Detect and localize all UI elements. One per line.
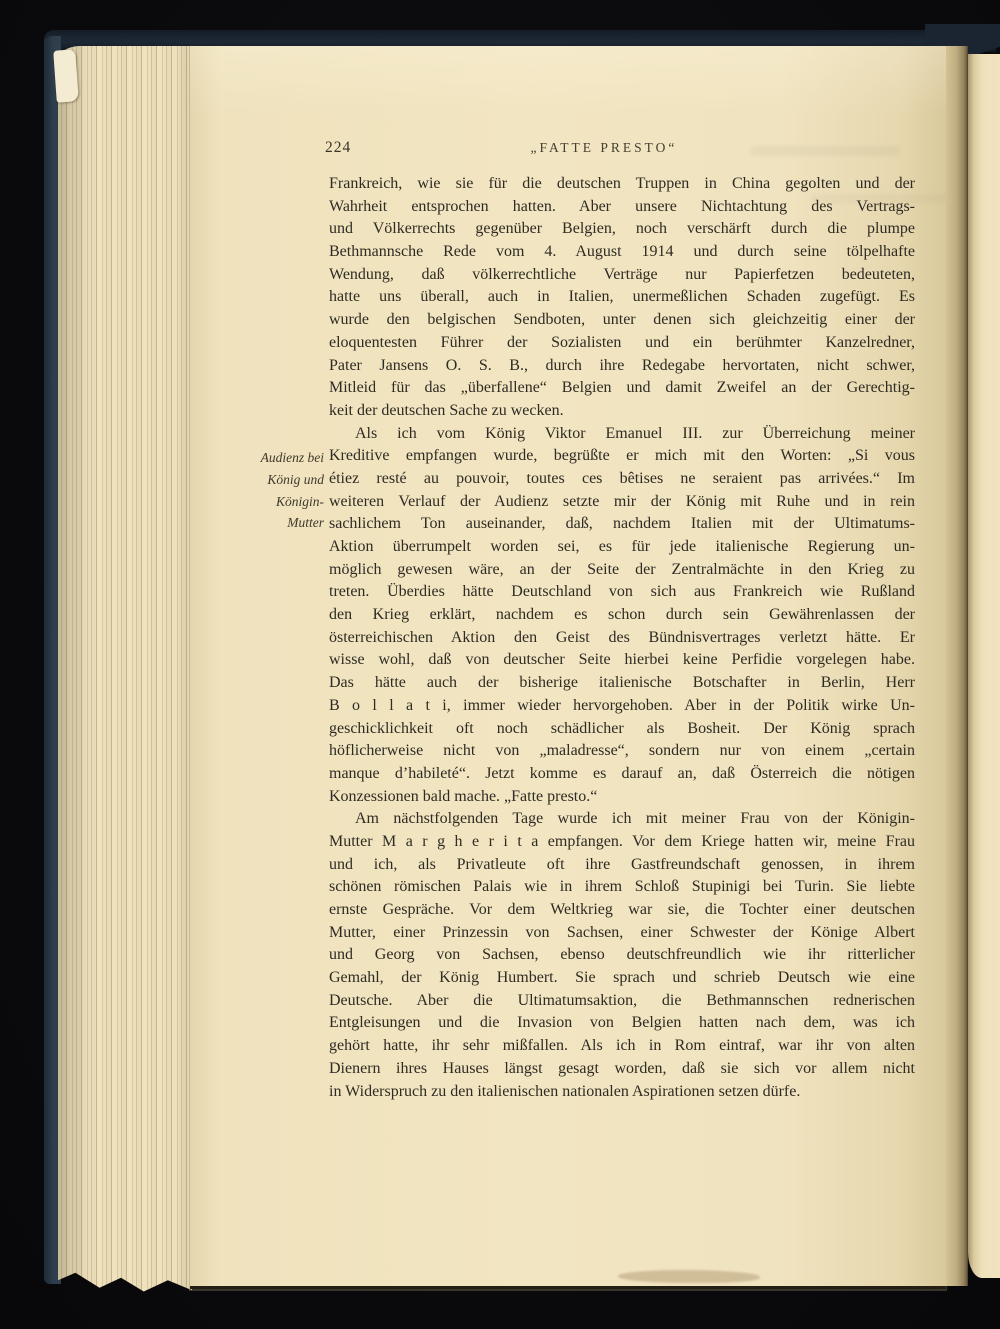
- text-line: Entgleisungen und die Invasion von Belgien hatten nach dem, was ich: [329, 1014, 915, 1032]
- text-line: hatte uns überall, auch in Italien, unermeßlichen Schaden zugefügt. Es: [329, 288, 915, 306]
- book-page: [190, 46, 946, 1289]
- text-line: Das hätte auch der bisherige italienische Botschafter in Berlin, Herr: [329, 674, 915, 692]
- margin-note-line: Audienz bei: [260, 450, 324, 465]
- text-line: ernste Gespräche. Vor dem Weltkrieg war sie, die Tochter einer deutschen: [329, 901, 915, 918]
- text-line: Mutter, einer Prinzessin von Sachsen, einer Schwester der Könige Albert: [329, 923, 915, 941]
- text-line: Frankreich, wie sie für die deutschen Truppen in China gegolten und der: [329, 175, 915, 192]
- text-line: geschicklichkeit oft noch schädlicher als Bosheit. Der König sprach: [329, 719, 915, 737]
- text-line: österreichischen Aktion den Geist des Bündnisvertrages verletzt hätte. Er: [329, 628, 915, 646]
- page-stack-edges: [58, 46, 192, 1294]
- page-number: 224: [325, 139, 352, 156]
- text-line: sachlichem Ton auseinander, daß, nachdem Italien mit der Ultimatums-: [329, 515, 915, 533]
- text-line: Konzessionen bald mache. „Fatte presto.“: [329, 787, 598, 805]
- text-line: Pater Jansens O. S. B., durch ihre Redegabe hervortaten, nicht schwer,: [329, 356, 915, 374]
- text-line: den Krieg erklärt, nachdem es schon durch sein Gewährenlassen der: [329, 606, 915, 624]
- text-line: Wendung, daß völkerrechtliche Verträge nur Papierfetzen bedeuteten,: [329, 265, 915, 283]
- text-line: gehört hatte, ihr sehr mißfallen. Als ich in Rom eintraf, war ihr von alten: [329, 1037, 915, 1055]
- text-line: schönen römischen Palais wie in ihrem Schloß Stupinigi bei Turin. Sie liebte: [329, 878, 915, 896]
- margin-note-line: König und: [267, 471, 324, 487]
- text-line: keit der deutschen Sache zu wecken.: [329, 401, 564, 419]
- text-line: möglich gewesen wäre, an der Seite der Zentralmächte in den Krieg zu: [329, 560, 915, 578]
- text-line: Als ich vom König Viktor Emanuel III. zur Überreichung meiner: [355, 424, 915, 442]
- text-line: wisse wohl, daß von deutscher Seite hierbei keine Perfidie vorgelegen habe.: [329, 651, 915, 669]
- margin-note-line: Mutter: [287, 515, 324, 531]
- text-line: B o l l a t i, immer wieder hervorgehoben. Aber in der Politik wirke Un-: [329, 696, 915, 714]
- running-header: „FATTE PRESTO“: [530, 140, 678, 155]
- margin-note: [228, 447, 324, 534]
- text-line: Deutsche. Aber die Ultimatumsaktion, die Bethmannschen rednerischen: [329, 991, 915, 1009]
- text-line: und Völkerrechts gegenüber Belgien, noch verschärft durch die plumpe: [329, 220, 915, 238]
- adjacent-page-edge: [968, 54, 1000, 1278]
- text-line: wurde den belgischen Sendboten, unter denen sich gleichzeitig einer der: [329, 311, 915, 329]
- torn-paper-chip: [53, 49, 79, 102]
- text-line: Bethmannsche Rede vom 4. August 1914 und durch seine tölpelhafte: [329, 243, 915, 261]
- text-line: Aktion überrumpelt worden sei, es für jede italienische Regierung un-: [329, 538, 915, 555]
- text-line: und Georg von Sachsen, ebenso deutschfreundlich wie ihr ritterlicher: [329, 946, 915, 964]
- text-line: Mutter M a r g h e r i t a empfangen. Vor dem Kriege hatten wir, meine Frau: [329, 832, 915, 850]
- text-line: eloquentesten Führer der Sozialisten und ein berühmter Kanzelredner,: [329, 333, 915, 351]
- text-line: Dienern ihres Hauses längst gesagt worden, daß sie sich vor allem nicht: [329, 1059, 915, 1077]
- text-line: weiteren Verlauf der Audienz setzte mir der König mit Ruhe und in rein: [329, 492, 915, 510]
- text-line: treten. Überdies hätte Deutschland von sich aus Frankreich wie Rußland: [329, 583, 915, 601]
- text-line: étiez resté au pouvoir, toutes ces bêtises ne seraient pas arrivées.“ Im: [329, 469, 915, 487]
- body-text: [329, 173, 915, 1103]
- margin-note-line: Königin-: [275, 493, 324, 509]
- text-line: höflicherweise nicht von „maladresse“, sondern nur von einem „certain: [329, 742, 915, 760]
- text-line: in Widerspruch zu den italienischen nationalen Aspirationen setzen dürfe.: [329, 1082, 801, 1100]
- text-line: Wahrheit entsprochen hatten. Aber unsere Nichtachtung des Vertrags-: [329, 197, 915, 215]
- text-line: Am nächstfolgenden Tage wurde ich mit meiner Frau von der Königin-: [355, 810, 915, 828]
- text-line: Mitleid für das „überfallene“ Belgien und damit Zweifel an der Gerechtig-: [329, 379, 915, 397]
- text-line: Kreditive empfangen wurde, begrüßte er mich mit den Worten: „Si vous: [329, 447, 915, 465]
- text-line: Gemahl, der König Humbert. Sie sprach und schrieb Deutsch wie eine: [329, 969, 915, 987]
- text-line: manque d’habileté“. Jetzt komme es darauf an, daß Österreich die nötigen: [329, 764, 915, 782]
- gutter-shadow: [946, 46, 968, 1286]
- page-bottom-smudge: [618, 1270, 760, 1283]
- text-line: und ich, als Privatleute oft ihre Gastfreundschaft genossen, in ihrem: [329, 855, 915, 873]
